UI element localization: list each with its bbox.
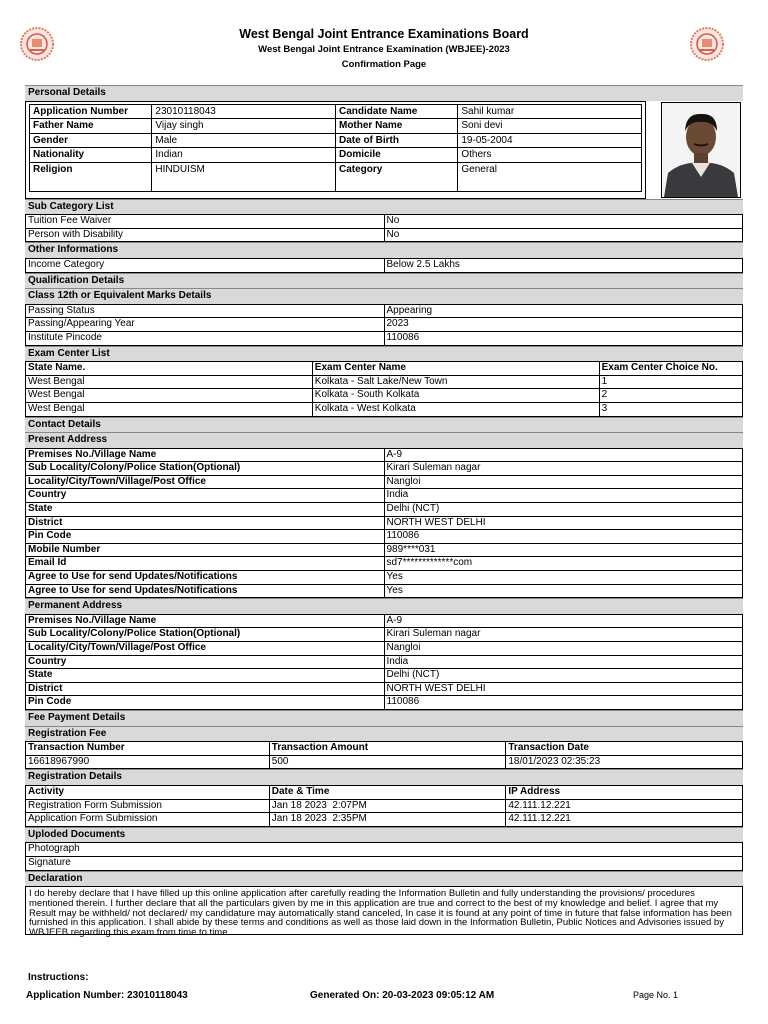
table-row bbox=[26, 571, 743, 585]
field-value: NORTH WEST DELHI bbox=[384, 516, 743, 530]
table-row bbox=[26, 614, 743, 628]
table-row bbox=[26, 682, 743, 696]
field-value: A-9 bbox=[384, 448, 743, 462]
section-sub-category: Sub Category List bbox=[25, 199, 743, 215]
table-row bbox=[26, 856, 743, 870]
table-row bbox=[30, 133, 642, 148]
table-header-row bbox=[26, 362, 743, 376]
column-header: Date & Time bbox=[269, 785, 506, 799]
field-label: Nationality bbox=[30, 148, 152, 163]
transaction-date: 18/01/2023 02:35:23 bbox=[506, 755, 743, 769]
board-title: West Bengal Joint Entrance Examinations Board bbox=[239, 27, 529, 41]
field-label: State bbox=[26, 503, 385, 517]
table-row bbox=[26, 843, 743, 857]
subsection-permanent-address: Permanent Address bbox=[25, 598, 743, 614]
field-value: 110086 bbox=[384, 530, 743, 544]
activity-cell: Application Form Submission bbox=[26, 813, 270, 827]
table-row bbox=[26, 389, 743, 403]
field-label: Domicile bbox=[335, 148, 457, 163]
field-value: Kirari Suleman nagar bbox=[384, 628, 743, 642]
personal-details-table bbox=[29, 104, 642, 192]
field-value: India bbox=[384, 655, 743, 669]
table-row bbox=[26, 402, 743, 416]
transaction-number: 16618967990 bbox=[26, 755, 270, 769]
table-row bbox=[26, 799, 743, 813]
footer-application-number: Application Number: 23010118043 bbox=[26, 990, 188, 1001]
sub-category-table bbox=[25, 214, 743, 242]
field-value: 110086 bbox=[384, 696, 743, 710]
field-value: Vijay singh bbox=[152, 119, 336, 134]
field-label: Category bbox=[335, 162, 457, 191]
field-value: HINDUISM bbox=[152, 162, 336, 191]
field-label: Father Name bbox=[30, 119, 152, 134]
field-value: Yes bbox=[384, 584, 743, 598]
field-label: Mother Name bbox=[335, 119, 457, 134]
table-row bbox=[26, 228, 743, 242]
field-label: Premises No./Village Name bbox=[26, 614, 385, 628]
table-row bbox=[26, 475, 743, 489]
field-value: India bbox=[384, 489, 743, 503]
datetime-cell: Jan 18 2023 2:07PM bbox=[269, 799, 506, 813]
column-header: Exam Center Name bbox=[312, 362, 599, 376]
table-row bbox=[30, 148, 642, 163]
table-row bbox=[26, 530, 743, 544]
field-label: District bbox=[26, 682, 385, 696]
document-item: Photograph bbox=[26, 843, 743, 857]
choice-cell: 3 bbox=[599, 402, 742, 416]
field-label: Gender bbox=[30, 133, 152, 148]
column-header: Transaction Number bbox=[26, 742, 270, 756]
field-value: 2023 bbox=[384, 318, 743, 332]
field-label: Email Id bbox=[26, 557, 385, 571]
choice-cell: 2 bbox=[599, 389, 742, 403]
field-label: District bbox=[26, 516, 385, 530]
field-value: Sahil kumar bbox=[458, 104, 642, 119]
table-row bbox=[26, 696, 743, 710]
table-row bbox=[26, 215, 743, 229]
section-fee-payment-details: Fee Payment Details bbox=[25, 710, 743, 726]
subsection-registration-fee: Registration Fee bbox=[25, 726, 743, 742]
table-row bbox=[26, 448, 743, 462]
instructions-label: Instructions: bbox=[28, 972, 89, 983]
candidate-photo bbox=[661, 102, 741, 198]
choice-cell: 1 bbox=[599, 375, 742, 389]
center-cell: Kolkata - Salt Lake/New Town bbox=[312, 375, 599, 389]
page-number: Page No. 1 bbox=[633, 990, 679, 1000]
column-header: Transaction Date bbox=[506, 742, 743, 756]
field-value: 110086 bbox=[384, 331, 743, 345]
field-value: No bbox=[384, 215, 743, 229]
table-row bbox=[26, 669, 743, 683]
footer-generated-on: Generated On: 20-03-2023 09:05:12 AM bbox=[310, 990, 495, 1001]
fee-table bbox=[25, 741, 743, 769]
field-label: Country bbox=[26, 655, 385, 669]
field-label: Agree to Use for send Updates/Notifications bbox=[26, 584, 385, 598]
table-row bbox=[26, 755, 743, 769]
field-label: Locality/City/Town/Village/Post Office bbox=[26, 642, 385, 656]
field-label: Passing/Appearing Year bbox=[26, 318, 385, 332]
field-label: Sub Locality/Colony/Police Station(Optional) bbox=[26, 628, 385, 642]
table-row bbox=[30, 119, 642, 134]
field-value: Soni devi bbox=[458, 119, 642, 134]
personal-details bbox=[25, 101, 743, 199]
field-label: Candidate Name bbox=[335, 104, 457, 119]
table-row bbox=[26, 813, 743, 827]
field-label: Tuition Fee Waiver bbox=[26, 215, 385, 229]
field-label: State bbox=[26, 669, 385, 683]
field-value: Others bbox=[458, 148, 642, 163]
section-qualification-details: Qualification Details bbox=[25, 273, 743, 289]
field-label: Mobile Number bbox=[26, 543, 385, 557]
field-value: Kirari Suleman nagar bbox=[384, 462, 743, 476]
documents-table bbox=[25, 842, 743, 870]
column-header: Transaction Amount bbox=[269, 742, 506, 756]
column-header: State Name. bbox=[26, 362, 313, 376]
field-value: Indian bbox=[152, 148, 336, 163]
section-uploaded-documents: Uploded Documents bbox=[25, 827, 743, 843]
confirmation-form bbox=[25, 85, 743, 939]
table-header-row bbox=[26, 785, 743, 799]
field-value: A-9 bbox=[384, 614, 743, 628]
table-row bbox=[26, 258, 743, 272]
field-label: Income Category bbox=[26, 258, 385, 272]
section-contact-details: Contact Details bbox=[25, 417, 743, 433]
exam-center-table bbox=[25, 361, 743, 416]
permanent-address-table bbox=[25, 614, 743, 710]
section-personal-details: Personal Details bbox=[25, 85, 743, 101]
table-row bbox=[26, 503, 743, 517]
field-value: NORTH WEST DELHI bbox=[384, 682, 743, 696]
state-cell: West Bengal bbox=[26, 389, 313, 403]
field-label: Passing Status bbox=[26, 304, 385, 318]
table-row bbox=[30, 162, 642, 191]
field-label: Application Number bbox=[30, 104, 152, 119]
exam-title: West Bengal Joint Entrance Examination (WBJEE)-2023 bbox=[258, 44, 510, 55]
center-cell: Kolkata - West Kolkata bbox=[312, 402, 599, 416]
ip-cell: 42.111.12.221 bbox=[506, 799, 743, 813]
field-label: Locality/City/Town/Village/Post Office bbox=[26, 475, 385, 489]
field-value: Appearing bbox=[384, 304, 743, 318]
field-label: Sub Locality/Colony/Police Station(Optional) bbox=[26, 462, 385, 476]
field-label: Pin Code bbox=[26, 696, 385, 710]
field-value: No bbox=[384, 228, 743, 242]
field-value: Nangloi bbox=[384, 642, 743, 656]
field-label: Agree to Use for send Updates/Notifications bbox=[26, 571, 385, 585]
table-row bbox=[26, 642, 743, 656]
field-value: Yes bbox=[384, 571, 743, 585]
registration-table bbox=[25, 785, 743, 827]
page-title: Confirmation Page bbox=[341, 59, 427, 70]
other-info-table bbox=[25, 258, 743, 273]
table-row bbox=[26, 628, 743, 642]
state-cell: West Bengal bbox=[26, 375, 313, 389]
subsection-class-12-marks: Class 12th or Equivalent Marks Details bbox=[25, 288, 743, 304]
field-value: General bbox=[458, 162, 642, 191]
column-header: Activity bbox=[26, 785, 270, 799]
datetime-cell: Jan 18 2023 2:35PM bbox=[269, 813, 506, 827]
present-address-table bbox=[25, 448, 743, 599]
transaction-amount: 500 bbox=[269, 755, 506, 769]
table-row bbox=[26, 557, 743, 571]
field-value: 19-05-2004 bbox=[458, 133, 642, 148]
column-header: Exam Center Choice No. bbox=[599, 362, 742, 376]
table-row bbox=[26, 318, 743, 332]
field-value: Below 2.5 Lakhs bbox=[384, 258, 743, 272]
field-label: Religion bbox=[30, 162, 152, 191]
table-row bbox=[26, 655, 743, 669]
table-row bbox=[26, 331, 743, 345]
table-row bbox=[26, 462, 743, 476]
table-row bbox=[26, 584, 743, 598]
declaration-text: I do hereby declare that I have filled up this online application after carefully reading the Information Bulletin and fully understanding the provisions/ procedures mentioned therein. I further declare that all the particulars given by me in this application are true and correct to the best of my knowledge and belief. I agree that my Result may be withheld/ not declared/ my candidature may automatically stand canceled, In case it is found at any point of time in future that false information has been furnished in this application. I shall abide by these terms and conditions as well as those laid down in the Information Bulletin, Public Notices and Advisories issued by WBJEEB regarding this exam from time to time. bbox=[25, 886, 743, 935]
section-other-informations: Other Informations bbox=[25, 242, 743, 258]
table-row bbox=[26, 516, 743, 530]
field-label: Pin Code bbox=[26, 530, 385, 544]
subsection-present-address: Present Address bbox=[25, 432, 743, 448]
section-registration-details: Registration Details bbox=[25, 769, 743, 785]
table-row bbox=[26, 489, 743, 503]
field-value: Nangloi bbox=[384, 475, 743, 489]
candidate-photo-image bbox=[662, 103, 740, 197]
ip-cell: 42.111.12.221 bbox=[506, 813, 743, 827]
field-label: Country bbox=[26, 489, 385, 503]
column-header: IP Address bbox=[506, 785, 743, 799]
table-row bbox=[26, 304, 743, 318]
field-value: 23010118043 bbox=[152, 104, 336, 119]
page-header bbox=[0, 26, 768, 72]
field-value: Delhi (NCT) bbox=[384, 503, 743, 517]
table-row bbox=[26, 543, 743, 557]
table-header-row bbox=[26, 742, 743, 756]
field-label: Person with Disability bbox=[26, 228, 385, 242]
field-label: Institute Pincode bbox=[26, 331, 385, 345]
field-label: Premises No./Village Name bbox=[26, 448, 385, 462]
field-label: Date of Birth bbox=[335, 133, 457, 148]
center-cell: Kolkata - South Kolkata bbox=[312, 389, 599, 403]
section-exam-center-list: Exam Center List bbox=[25, 346, 743, 362]
field-value: Male bbox=[152, 133, 336, 148]
field-value: sd7*************com bbox=[384, 557, 743, 571]
state-cell: West Bengal bbox=[26, 402, 313, 416]
field-value: Delhi (NCT) bbox=[384, 669, 743, 683]
activity-cell: Registration Form Submission bbox=[26, 799, 270, 813]
field-value: 989****031 bbox=[384, 543, 743, 557]
qualification-table bbox=[25, 304, 743, 346]
section-declaration: Declaration bbox=[25, 871, 743, 887]
table-row bbox=[30, 104, 642, 119]
table-row bbox=[26, 375, 743, 389]
document-item: Signature bbox=[26, 856, 743, 870]
